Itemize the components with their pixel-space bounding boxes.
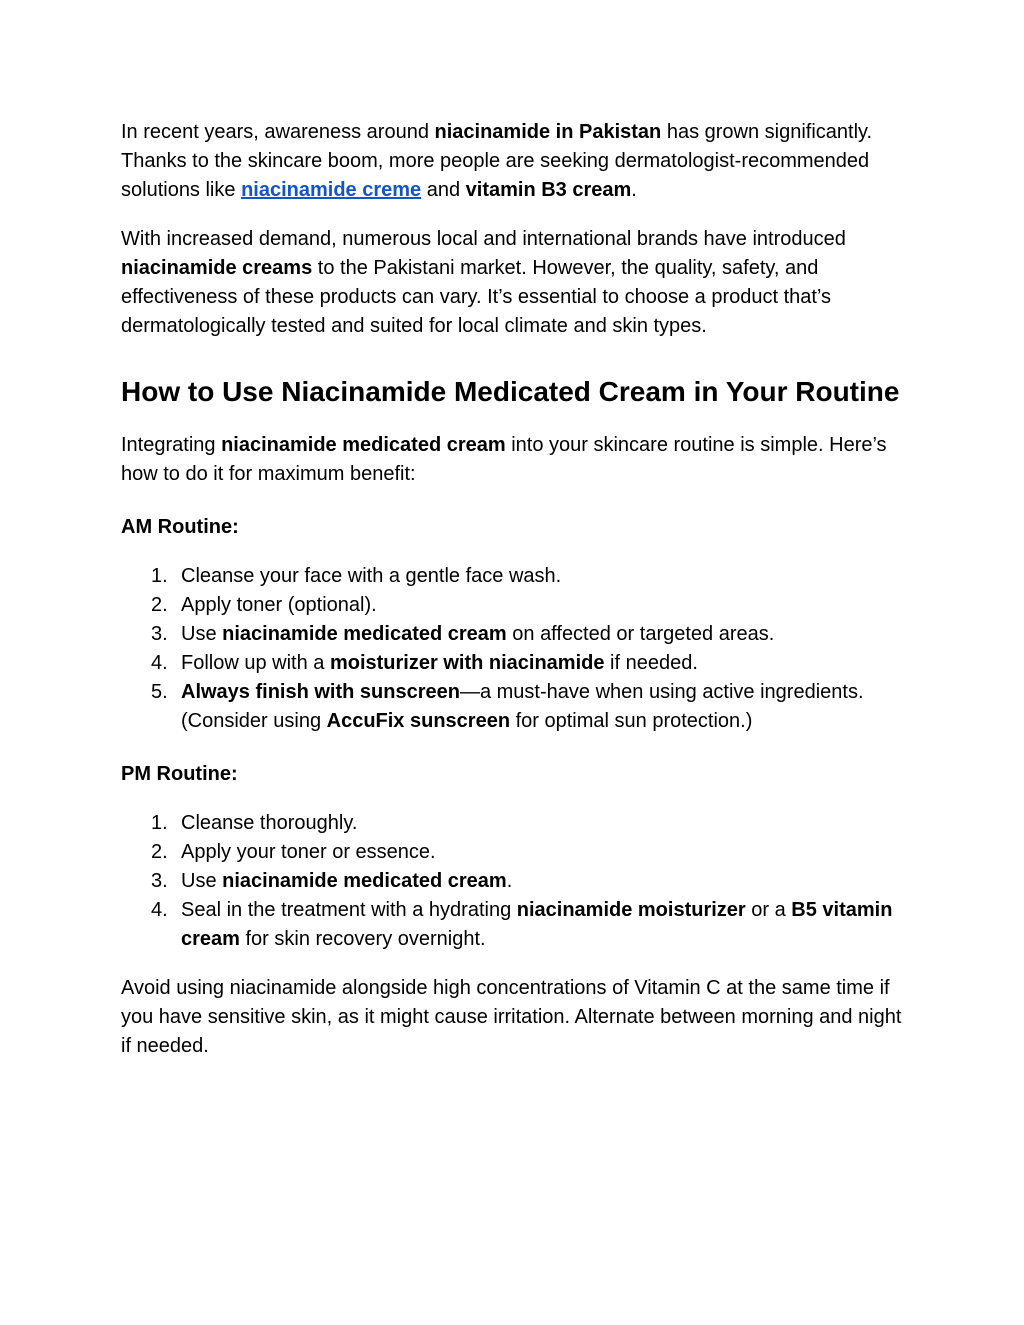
bold-text: Always finish with sunscreen	[181, 681, 460, 703]
bold-text: niacinamide medicated cream	[222, 623, 507, 645]
text: Cleanse your face with a gentle face wash.	[181, 565, 562, 587]
list-item	[121, 562, 911, 591]
bold-text: niacinamide moisturizer	[516, 899, 746, 921]
text: and	[421, 179, 466, 201]
text: Apply your toner or essence.	[181, 841, 436, 863]
section-intro	[121, 431, 911, 489]
bold-text: niacinamide in Pakistan	[434, 121, 662, 143]
bold-text: niacinamide creams	[121, 257, 313, 279]
bold-text: moisturizer with niacinamide	[329, 652, 605, 674]
list-number: 5.	[151, 681, 168, 703]
list-item	[121, 591, 911, 620]
text: With increased demand, numerous local and international brands have introduced	[121, 228, 846, 250]
closing-paragraph: Avoid using niacinamide alongside high concentrations of Vitamin C at the same time if you have sensitive skin, as it might cause irritation. Alternate between morning and night if needed.	[121, 977, 902, 1057]
text: Use	[181, 623, 223, 645]
text: In recent years, awareness around	[121, 121, 435, 143]
am-routine-list	[121, 562, 911, 736]
text: Follow up with a	[181, 652, 330, 674]
bold-text: vitamin B3 cream	[465, 179, 632, 201]
niacinamide-creme-link[interactable]: niacinamide creme	[241, 179, 422, 201]
intro-paragraph-2	[121, 225, 911, 341]
am-routine-title: AM Routine:	[121, 516, 239, 538]
text: Use	[181, 870, 223, 892]
list-number: 4.	[151, 899, 168, 921]
text: to the Pakistani market. However, the quality, safety, and effectiveness of these products can vary. It’s essential to choose a product that’s dermatologically tested and suited for local climate and skin types.	[121, 257, 832, 337]
list-item	[121, 809, 911, 838]
text: .	[506, 870, 513, 892]
text: Apply toner (optional).	[181, 594, 377, 616]
text: Cleanse thoroughly.	[181, 812, 358, 834]
bold-text: niacinamide medicated cream	[221, 434, 506, 456]
text: has grown significantly. Thanks to the skincare boom, more people are seeking dermatologist-recommended solutions like	[121, 121, 873, 201]
list-item	[121, 678, 911, 736]
intro-paragraph-1	[121, 118, 911, 205]
list-number: 1.	[151, 812, 168, 834]
list-number: 2.	[151, 841, 168, 863]
list-number: 4.	[151, 652, 168, 674]
text: —a must-have when using active ingredients. (Consider using	[181, 681, 864, 732]
pm-routine-title: PM Routine:	[121, 763, 238, 785]
list-number: 1.	[151, 565, 168, 587]
text: .	[631, 179, 637, 201]
text: Seal in the treatment with a hydrating	[181, 899, 517, 921]
list-item	[121, 620, 911, 649]
list-number: 3.	[151, 870, 168, 892]
list-item	[121, 838, 911, 867]
bold-text: niacinamide medicated cream	[222, 870, 507, 892]
list-number: 3.	[151, 623, 168, 645]
text: for skin recovery overnight.	[239, 928, 486, 950]
list-number: 2.	[151, 594, 168, 616]
bold-text: AccuFix sunscreen	[326, 710, 511, 732]
document-page	[121, 118, 911, 1081]
text: Integrating	[121, 434, 222, 456]
text: for optimal sun protection.)	[510, 710, 753, 732]
section-heading: How to Use Niacinamide Medicated Cream in Your Routine	[121, 376, 900, 407]
text: if needed.	[604, 652, 698, 674]
list-item	[121, 867, 911, 896]
text: on affected or targeted areas.	[506, 623, 775, 645]
text: into your skincare routine is simple. Here’s how to do it for maximum benefit:	[121, 434, 887, 485]
bold-text: B5 vitamin cream	[181, 899, 893, 950]
list-item	[121, 896, 911, 954]
pm-routine-list	[121, 809, 911, 954]
list-item	[121, 649, 911, 678]
text: or a	[745, 899, 792, 921]
